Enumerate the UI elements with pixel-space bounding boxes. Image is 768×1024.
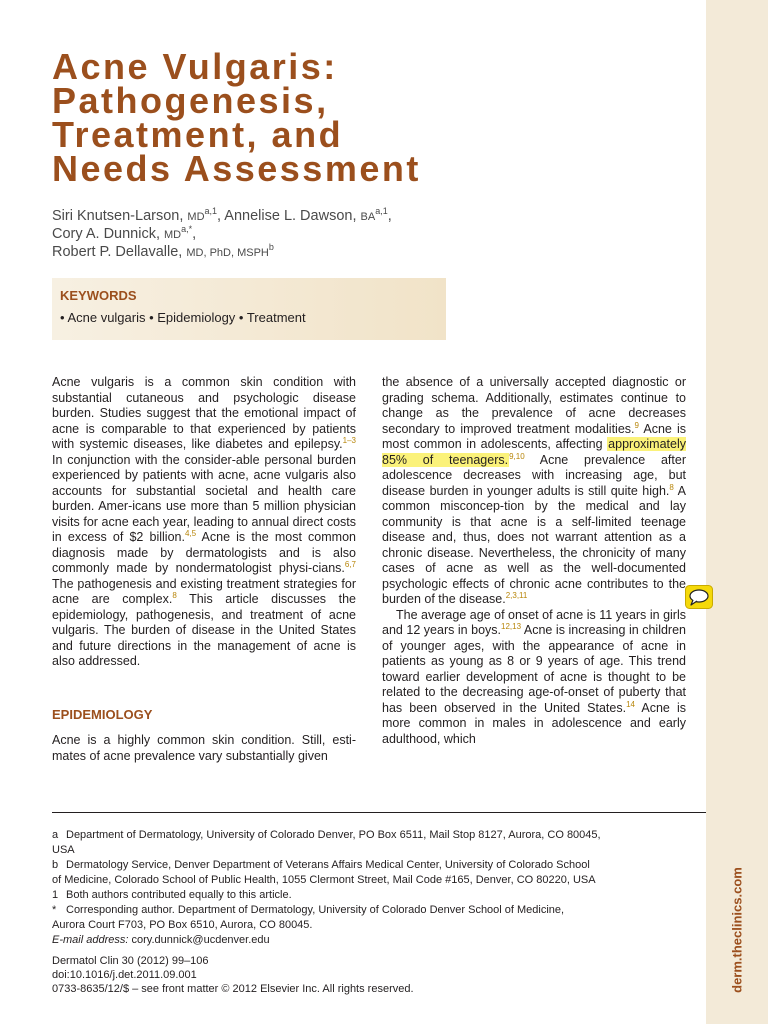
affiliation-footnotes bbox=[52, 828, 692, 948]
footnote-1 bbox=[52, 888, 692, 903]
epidemiology-column-left bbox=[52, 733, 356, 764]
body-column-right bbox=[382, 375, 686, 747]
keywords-heading: KEYWORDS bbox=[60, 288, 137, 303]
footnote-text: Department of Dermatology, University of Colorado Denver, PO Box 6511, Mail Stop 8127, Aurora, CO 80045, bbox=[66, 829, 601, 841]
author-name: Robert P. Dellavalle, bbox=[52, 244, 187, 260]
author-affiliation: b bbox=[268, 242, 274, 253]
reference-link[interactable]: 6,7 bbox=[344, 559, 356, 569]
text-run: the absence of a universally accepted diagnostic or grading schema. Additionally, estimates continue to change as the prevalence of acne decreases secondary to improved treatment modalities. bbox=[382, 375, 686, 436]
footnote-b bbox=[52, 858, 692, 873]
text-run: This article discusses the epidemiology, pathogenesis, and treatment of acne vulgaris. The burden of disease in the United States and future directions in the management of acne is also addressed. bbox=[52, 592, 356, 668]
keywords-list: • Acne vulgaris • Epidemiology • Treatment bbox=[60, 310, 306, 325]
reference-link[interactable]: 9,10 bbox=[509, 451, 525, 461]
doi-label: doi: bbox=[52, 969, 70, 981]
text-run: Acne is most common in adolescents, affecting bbox=[382, 421, 686, 451]
footnote-b-cont: of Medicine, Colorado School of Public Health, 1055 Clermont Street, Mail Code #165, Denver, CO 80220, USA bbox=[52, 874, 596, 886]
footnote-marker: a bbox=[52, 829, 59, 841]
text-run: Acne vulgaris is a common skin condition with substantial cutaneous and psychologic disease burden. Studies suggest that the emotional impact of acne is comparable to that experienced by patients with systemic diseases, like diabetes and epilepsy. bbox=[52, 375, 356, 451]
separator: , bbox=[192, 226, 197, 242]
author-degree: MD bbox=[164, 229, 182, 241]
author-list bbox=[52, 208, 652, 262]
author-affiliation: a,1 bbox=[204, 206, 218, 217]
doi-link[interactable]: 10.1016/j.det.2011.09.001 bbox=[69, 969, 197, 981]
footnote-marker: * bbox=[52, 904, 57, 916]
title-line: Treatment, and bbox=[52, 114, 344, 155]
email-link[interactable]: cory.dunnick@ucdenver.edu bbox=[128, 934, 270, 946]
email-line bbox=[52, 933, 692, 948]
author-name: Siri Knutsen-Larson, bbox=[52, 208, 188, 224]
highlighted-text[interactable]: approximately 85% of teenagers. bbox=[382, 437, 686, 467]
page-title bbox=[52, 46, 672, 189]
reference-link[interactable]: 14 bbox=[626, 699, 635, 709]
comment-icon[interactable] bbox=[685, 585, 713, 609]
text-run: Acne is the most common diagnosis made by dermatologists and is also commonly made by nondermatologist physi-cians. bbox=[52, 530, 356, 575]
footnote-marker: b bbox=[52, 859, 59, 871]
title-line: Pathogenesis, bbox=[52, 80, 329, 121]
abstract-column-left bbox=[52, 375, 356, 670]
reference-link[interactable]: 12,13 bbox=[501, 621, 522, 631]
reference-link[interactable]: 1–3 bbox=[342, 435, 356, 445]
text-run: Acne is more common in males in adolescence and early adulthood, which bbox=[382, 700, 686, 746]
footnote-divider bbox=[52, 812, 706, 813]
journal-citation: Dermatol Clin 30 (2012) 99–106 bbox=[52, 955, 209, 967]
author-name: , Annelise L. Dawson, bbox=[217, 208, 361, 224]
reference-link[interactable]: 8 bbox=[172, 590, 177, 600]
text-run: The average age of onset of acne is 11 years in girls and 12 years in boys. bbox=[382, 607, 686, 637]
citation-block bbox=[52, 954, 652, 996]
text-run: A common misconcep-tion by the medical and lay community is that acne is a self-limited teenage disease and, thus, does not warrant attention as a chronic disease. Nevertheless, the chronicity of many cases of acne as well as the well-documented psychologic effects of chronic acne contributes to the burden of the disease. bbox=[382, 483, 687, 606]
footnote-text: Corresponding author. Department of Dermatology, University of Colorado Denver School of Medicine, bbox=[66, 904, 565, 916]
reference-link[interactable]: 9 bbox=[634, 420, 639, 430]
reference-link[interactable]: 2,3,11 bbox=[505, 590, 528, 600]
reference-link[interactable]: 8 bbox=[669, 482, 674, 492]
footnote-a-cont: USA bbox=[52, 844, 75, 856]
text-run: In conjunction with the consider-able personal burden experienced by patients with acne, acne vulgaris also accounts for substantial societal and health care burden. Amer-icans use more than 5 million physician visits for acne each year, leading to annual direct costs in excess of $2 billion. bbox=[52, 452, 356, 544]
footnote-corresponding bbox=[52, 903, 692, 918]
footnote-text: Both authors contributed equally to this article. bbox=[66, 889, 292, 901]
email-label: E-mail address: bbox=[52, 934, 129, 946]
doi-line bbox=[52, 968, 652, 982]
keywords-box bbox=[52, 278, 446, 340]
intro-paragraph bbox=[52, 375, 356, 670]
author-degree: MD, PhD, MSPH bbox=[186, 247, 269, 259]
author-affiliation: a,* bbox=[181, 224, 193, 235]
text-run: The pathogenesis and existing treatment strategies for acne are complex. bbox=[52, 576, 356, 606]
separator: , bbox=[387, 208, 392, 224]
author-affiliation: a,1 bbox=[375, 206, 388, 217]
footnote-marker: 1 bbox=[52, 889, 59, 901]
title-line: Needs Assessment bbox=[52, 148, 421, 189]
footnote-text: Dermatology Service, Denver Department of Veterans Affairs Medical Center, University of Colorado School bbox=[66, 859, 590, 871]
author-degree: BA bbox=[360, 211, 376, 223]
footnote-a bbox=[52, 828, 692, 843]
text-run: Acne prevalence after adolescence decreases with increasing age, but disease burden in younger adults is still quite high. bbox=[382, 452, 686, 498]
epidemiology-paragraph: Acne is a highly common skin condition. Still, esti-mates of acne prevalence vary substantially given bbox=[52, 733, 356, 763]
epidemiology-paragraph bbox=[382, 608, 686, 748]
author-degree: MD bbox=[187, 211, 205, 223]
text-run: Acne is increasing in children of younger ages, with the appearance of acne in patients as young as 8 or 9 years of age. This trend toward earlier development of acne is thought to be related to the decreasing age-of-onset of puberty that has been observed in the United States. bbox=[382, 623, 686, 715]
section-heading-epidemiology: EPIDEMIOLOGY bbox=[52, 707, 153, 722]
footnote-corresponding-cont: Aurora Court F703, PO Box 6510, Aurora, CO 80045. bbox=[52, 919, 313, 931]
author-name: Cory A. Dunnick, bbox=[52, 226, 165, 242]
copyright-line: 0733-8635/12/$ – see front matter © 2012 Elsevier Inc. All rights reserved. bbox=[52, 983, 414, 995]
epidemiology-paragraph bbox=[382, 375, 686, 608]
title-line: Acne Vulgaris: bbox=[52, 46, 338, 87]
side-url[interactable]: derm.theclinics.com bbox=[729, 867, 745, 993]
reference-link[interactable]: 4,5 bbox=[184, 528, 197, 538]
